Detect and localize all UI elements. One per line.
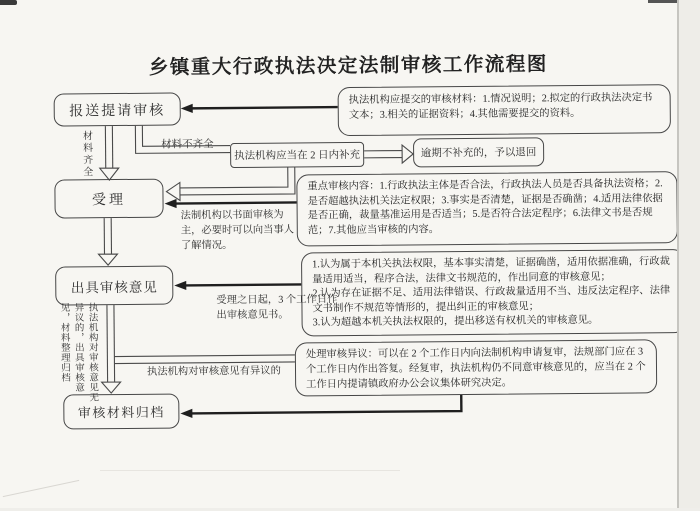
node-required-materials: 执法机构应提交的审核材料：1.情况说明；2.拟定的行政执法决定书文本；3.相关的证据资料；4.其他需要提交的资料。: [338, 84, 671, 136]
scan-smudge-top-left: [0, 0, 17, 5]
label-materials-complete: 材料齐全: [78, 130, 93, 178]
node-overdue-return: 逾期不补充的，予以退回: [413, 137, 544, 167]
node-issue-review-opinion: 出具审核意见: [55, 266, 173, 306]
node-opinion-rules: 1.认为属于本机关执法权限，基本事实清楚，证据确凿，适用依据准确，行政裁量适用适当，程序合法，法律文书规范的，作出同意的审核意见； 2.认为存在证据不足、适用法律错误、行政裁量适用不当、违反法定程序、法律文书制作不规范等情形的，提出纠正的审核意见； 3.认为超越本机关执法权限的，提出移送有权机关的审核意见。: [301, 249, 686, 336]
node-archive-materials: 审核材料归档: [63, 393, 179, 429]
page-title: 乡镇重大行政执法决定法制审核工作流程图: [0, 47, 698, 81]
arrow-report-to-accept: [99, 126, 118, 180]
arrow-supplement-to-accept: [166, 167, 295, 200]
arrow-supplement-to-return: [364, 145, 413, 163]
arrow-opinion-to-archive: [101, 305, 121, 393]
arrow-objection-to-archive: [180, 395, 461, 418]
scan-streak-bottom: [100, 470, 400, 471]
scan-edge-band-right: [679, 0, 700, 508]
label-no-objection: 执法机构对审核意见无异议的，出具审核意见，材料整理归档: [56, 302, 99, 402]
label-has-objection: 执法机构对审核意见有异议的: [147, 365, 281, 381]
label-opinion-deadline: 受理之日起，3 个工作日作出审核意见书。: [216, 293, 344, 324]
node-submit-for-review: 报送提请审核: [54, 92, 181, 126]
arrow-accept-to-opinion: [98, 218, 117, 265]
node-handle-objection: 处理审核异议：可以在 2 个工作日内向法制机构申请复审，法规部门应在 3 个工作日内作出答复。经复审，执法机构仍不同意审核意见的，应当在 2 个工作日内提请镇政府办公会议集体研究决定。: [295, 339, 657, 396]
arrow-rules-to-opinion: [174, 280, 301, 290]
label-materials-incomplete: 材料不齐全: [161, 137, 214, 153]
node-accept: 受理: [54, 179, 163, 219]
node-supplement-within-2-days: 执法机构应当在 2 日内补充: [230, 142, 364, 168]
arrow-materials-to-report: [181, 103, 338, 114]
arrow-reviewpoints-to-accept: [165, 198, 297, 208]
label-written-review-note: 法制机构以书面审核为主，必要时可以向当事人了解情况。: [181, 208, 295, 254]
connector-opinion-to-objection: [114, 355, 295, 364]
node-key-review-points: 重点审核内容：1.行政执法主体是否合法，行政执法人员是否具备执法资格；2.是否超越执法机关法定权限；3.事实是否清楚，证据是否确凿；4.适用法律依据是否正确，裁量基准运用是否适当；5.是否符合法定程序；6.法律文书是否规范；7.其他应当审核的内容。: [296, 171, 678, 246]
